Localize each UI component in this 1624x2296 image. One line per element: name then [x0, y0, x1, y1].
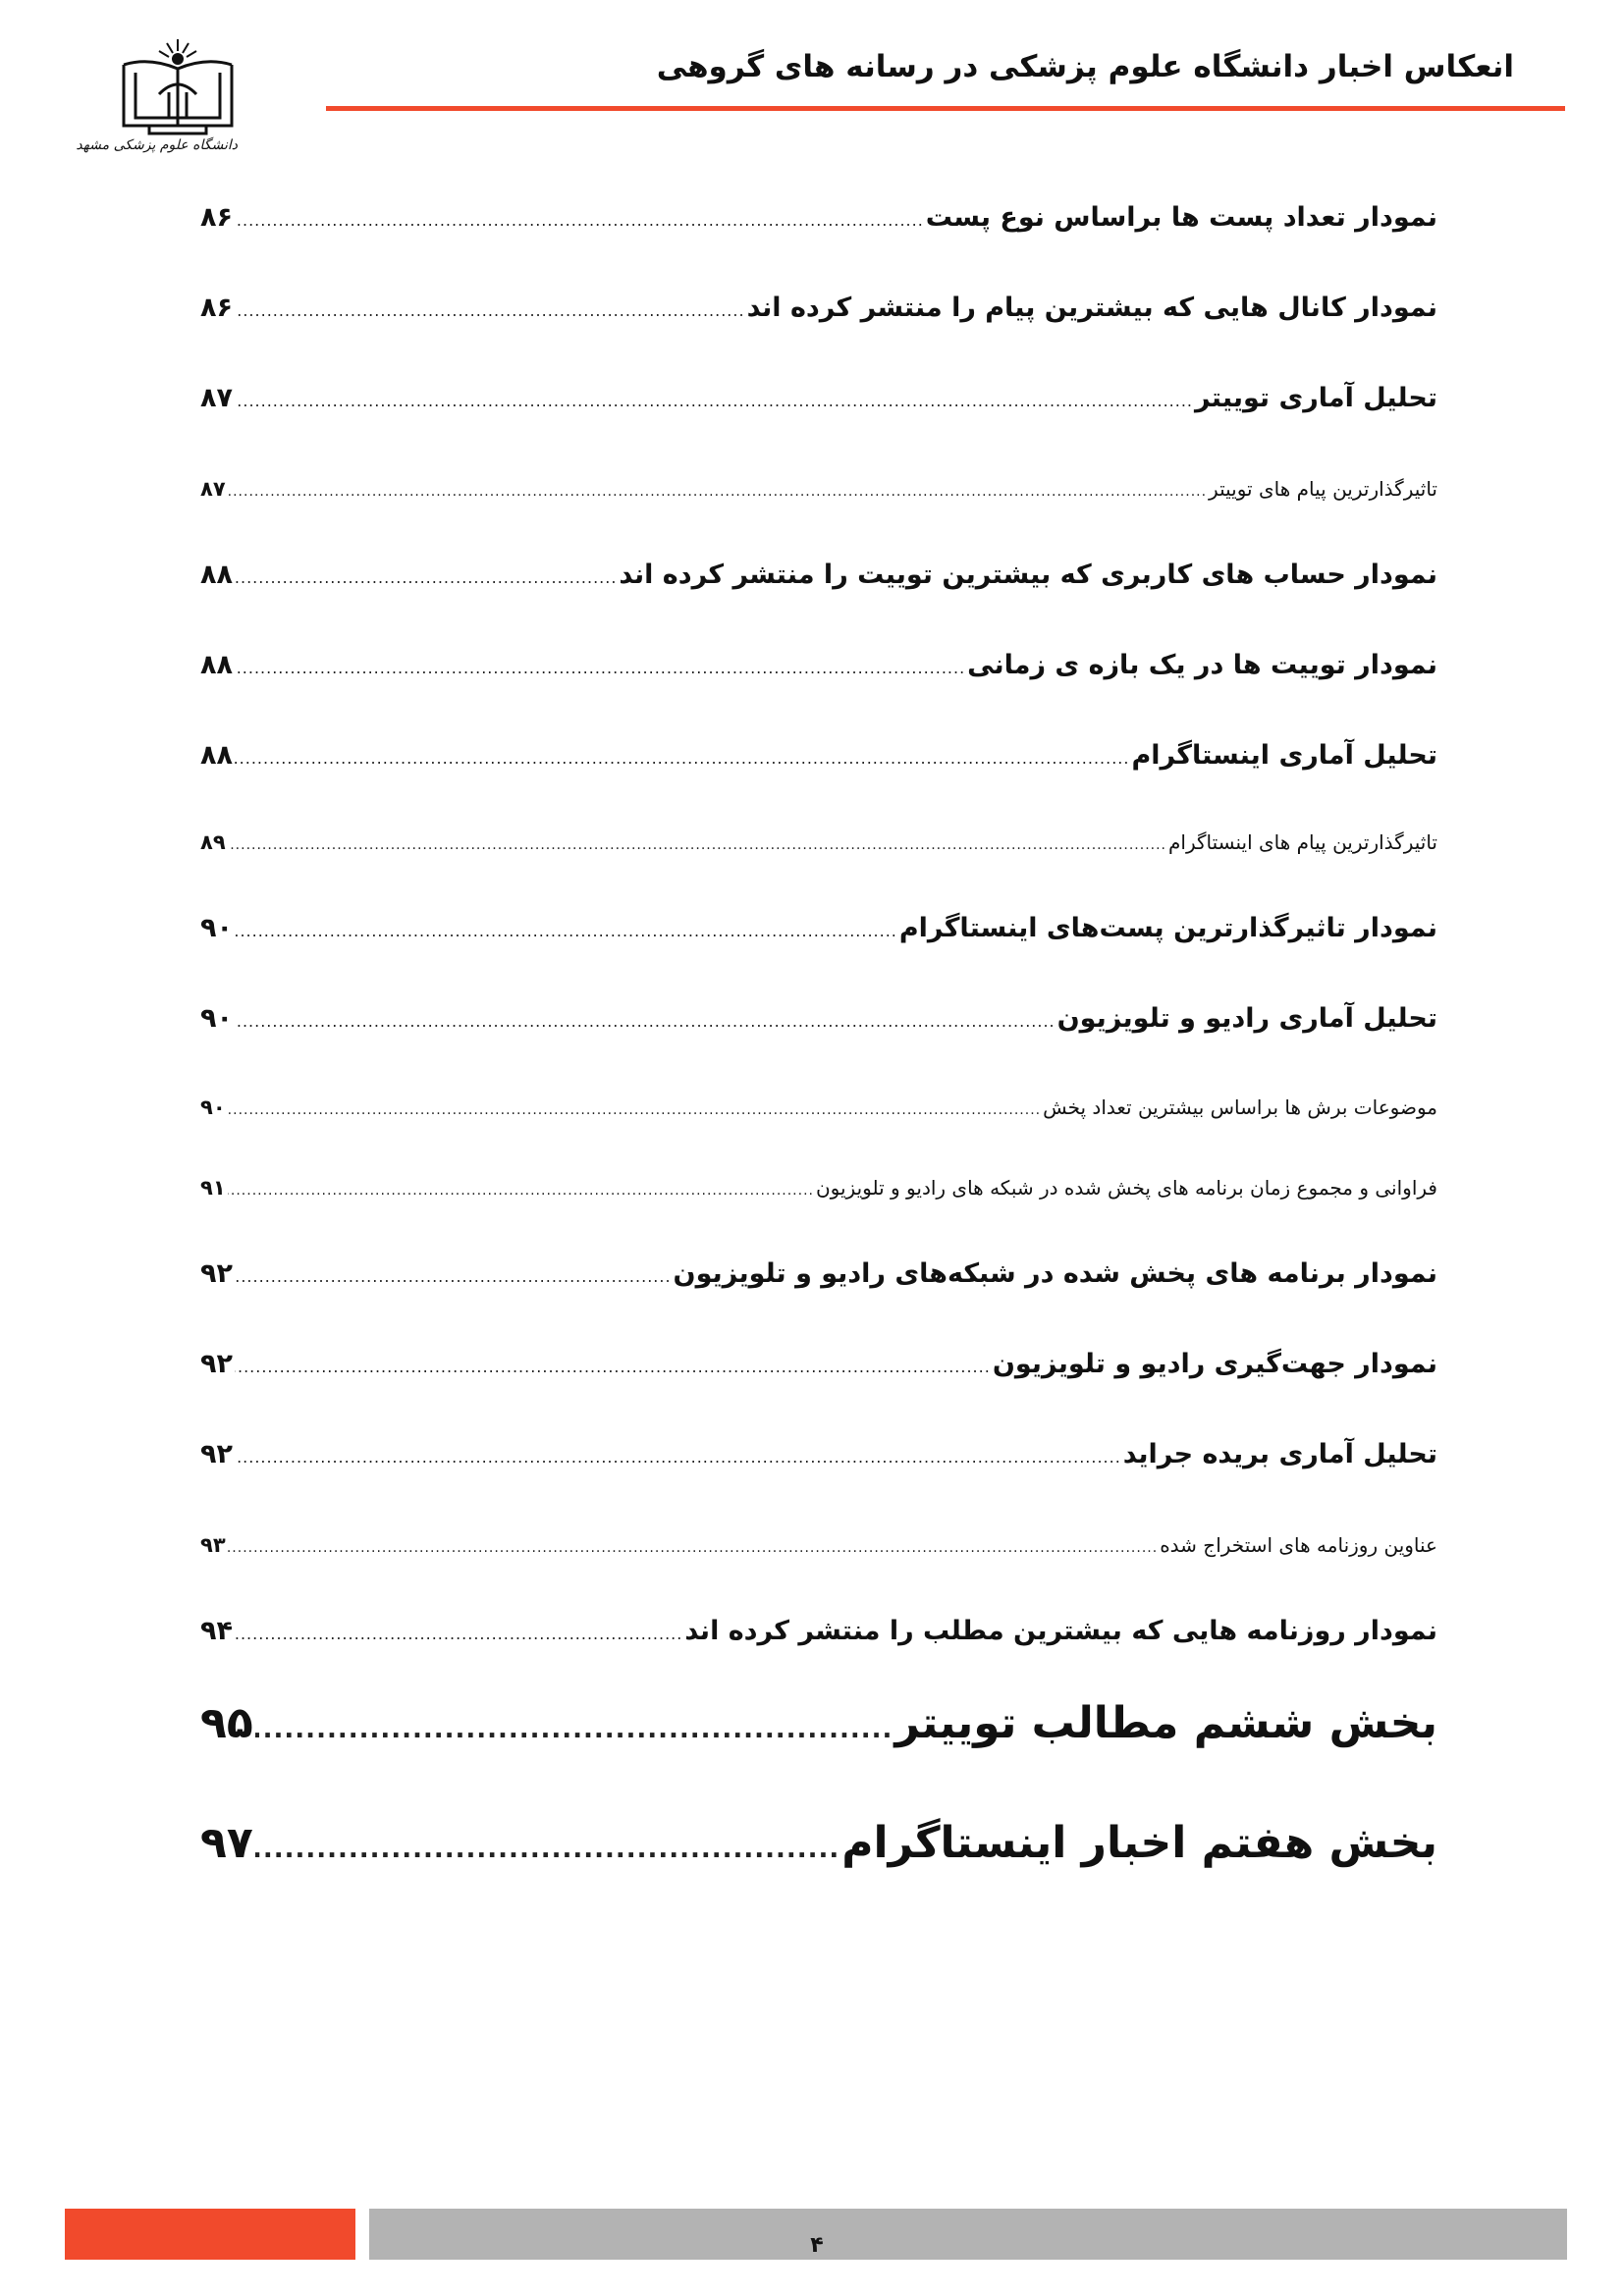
toc-entry[interactable] [200, 913, 1437, 943]
toc-leader-dots [228, 1183, 814, 1199]
toc-entry[interactable] [200, 1439, 1437, 1469]
toc-entry-page: ۹۰ [200, 913, 233, 943]
toc-entry[interactable] [200, 650, 1437, 680]
toc-leader-dots [235, 211, 924, 230]
toc-entry[interactable] [200, 740, 1437, 771]
toc-leader-dots [235, 1012, 1056, 1031]
toc-entry-page: ۸۸ [200, 560, 233, 590]
toc-entry-title: نمودار روزنامه هایی که بیشترین مطلب را منتشر کرده اند [684, 1616, 1437, 1646]
toc-entry[interactable] [200, 1003, 1437, 1034]
toc-entry-title: نمودار حساب های کاربری که بیشترین توییت را منتشر کرده اند [619, 560, 1437, 590]
toc-entry-page: ۹۳ [200, 1533, 226, 1557]
toc-entry-page: ۹۲ [200, 1258, 233, 1289]
toc-section-entry[interactable] [200, 1818, 1437, 1868]
footer-accent-bar [65, 2209, 355, 2260]
toc-entry-title: نمودار تاثیرگذارترین پست‌های اینستاگرام [898, 913, 1437, 943]
toc-entry-title: تحلیل آماری اینستاگرام [1131, 740, 1437, 771]
toc-entry-page: ۸۸ [200, 740, 233, 771]
toc-entry[interactable] [200, 830, 1437, 854]
toc-entry-page: ۸۸ [200, 650, 233, 680]
toc-entry-title: نمودار تعداد پست ها براساس نوع پست [925, 202, 1437, 233]
toc-entry[interactable] [200, 383, 1437, 413]
toc-entry[interactable] [200, 1616, 1437, 1646]
toc-entry-page: ۸۷ [200, 477, 226, 501]
logo-caption: دانشگاه علوم پزشکی مشهد [76, 137, 238, 153]
toc-entry-page: ۹۴ [200, 1616, 233, 1646]
toc-entry-title: تاثیرگذارترین پیام های توییتر [1209, 477, 1437, 501]
toc-leader-dots [235, 1625, 682, 1643]
toc-section-entry[interactable] [200, 1698, 1437, 1748]
toc-entry-page: ۹۵ [200, 1698, 253, 1748]
toc-entry-page: ۹۲ [200, 1439, 233, 1469]
toc-leader-dots [235, 1358, 991, 1376]
page-number: ۴ [810, 2233, 824, 2258]
toc-leader-dots [235, 749, 1130, 768]
toc-entry-page: ۹۱ [200, 1176, 226, 1200]
toc-entry[interactable] [200, 477, 1437, 501]
university-logo-emblem [110, 35, 245, 143]
toc-entry-page: ۹۰ [200, 1003, 233, 1034]
toc-entry-page: ۹۲ [200, 1349, 233, 1379]
toc-entry-title: موضوعات برش ها براساس بیشترین تعداد پخش [1043, 1095, 1437, 1119]
toc-entry-title: تحلیل آماری بریده جراید [1122, 1439, 1437, 1469]
toc-leader-dots [235, 301, 745, 320]
page-header-title: انعکاس اخبار دانشگاه علوم پزشکی در رسانه های گروهی [656, 49, 1514, 84]
toc-leader-dots [235, 1448, 1121, 1467]
toc-leader-dots [228, 1102, 1041, 1118]
toc-entry-page: ۸۷ [200, 383, 233, 413]
toc-entry-page: ۸۶ [200, 202, 233, 233]
toc-entry-title: عناوین روزنامه های استخراج شده [1160, 1533, 1437, 1557]
toc-leader-dots [255, 1835, 840, 1864]
toc-entry-title: تحلیل آماری رادیو و تلویزیون [1056, 1003, 1437, 1034]
toc-entry[interactable] [200, 1258, 1437, 1289]
toc-leader-dots [235, 659, 965, 677]
toc-leader-dots [235, 568, 617, 587]
toc-leader-dots [228, 1540, 1159, 1556]
toc-entry[interactable] [200, 202, 1437, 233]
toc-entry-title: نمودار جهت‌گیری رادیو و تلویزیون [992, 1349, 1437, 1379]
toc-leader-dots [228, 484, 1207, 500]
toc-leader-dots [228, 837, 1166, 853]
toc-leader-dots [255, 1715, 893, 1744]
toc-entry-title: تحلیل آماری توییتر [1195, 383, 1437, 413]
toc-leader-dots [235, 392, 1193, 410]
toc-entry[interactable] [200, 560, 1437, 590]
toc-entry[interactable] [200, 1176, 1437, 1200]
toc-entry-title: فراوانی و مجموع زمان برنامه های پخش شده در شبکه های رادیو و تلویزیون [815, 1176, 1437, 1200]
toc-entry[interactable] [200, 1533, 1437, 1557]
toc-entry-page: ۸۹ [200, 830, 226, 854]
toc-entry[interactable] [200, 1349, 1437, 1379]
toc-leader-dots [235, 922, 897, 940]
toc-entry-page: ۹۷ [200, 1818, 253, 1868]
toc-entry[interactable] [200, 293, 1437, 323]
toc-entry[interactable] [200, 1095, 1437, 1119]
header-divider [326, 106, 1565, 111]
toc-entry-title: نمودار برنامه های پخش شده در شبکه‌های رادیو و تلویزیون [673, 1258, 1437, 1289]
toc-leader-dots [235, 1267, 672, 1286]
toc-entry-page: ۹۰ [200, 1095, 226, 1119]
toc-entry-title: تاثیرگذارترین پیام های اینستاگرام [1168, 830, 1437, 854]
toc-entry-title: بخش هفتم اخبار اینستاگرام [841, 1818, 1437, 1868]
toc-entry-title: بخش ششم مطالب توییتر [894, 1698, 1437, 1748]
toc-entry-title: نمودار توییت ها در یک بازه ی زمانی [967, 650, 1437, 680]
toc-entry-title: نمودار کانال هایی که بیشترین پیام را منتشر کرده اند [746, 293, 1437, 323]
footer-bar [369, 2209, 1567, 2260]
toc-entry-page: ۸۶ [200, 293, 233, 323]
